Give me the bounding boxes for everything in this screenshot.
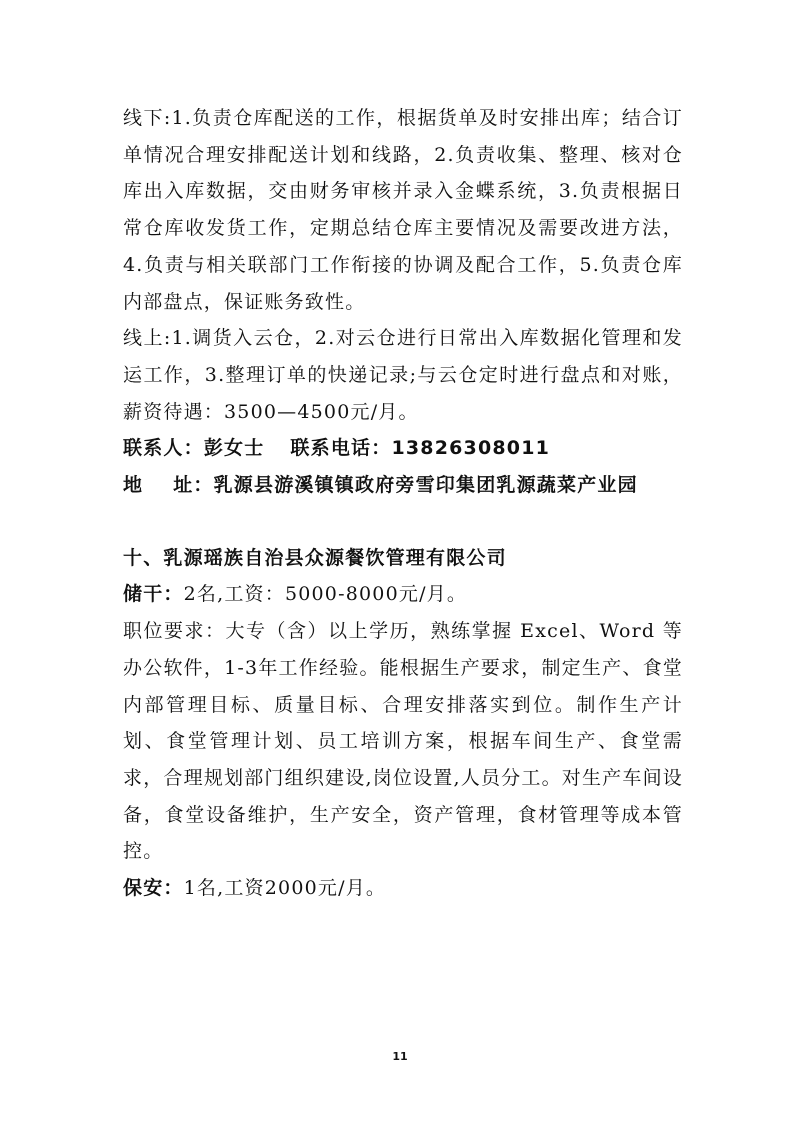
online-duties: 线上:1.调货入云仓，2.对云仓进行日常出入库数据化管理和发运工作，3.整理订单的快递记录;与云仓定时进行盘点和对账，薪资待遇：3500—4500元/月。 [123, 327, 683, 423]
address-label-1: 地 [123, 474, 144, 497]
job1-line [123, 576, 683, 613]
contact-line [123, 430, 683, 467]
company-heading: 十、乳源瑶族自治县众源餐饮管理有限公司 [123, 546, 507, 569]
address-line [123, 467, 683, 504]
job1-title: 储干： [123, 583, 184, 606]
job1-requirements: 职位要求：大专（含）以上学历，熟练掌握 Excel、Word 等办公软件，1-3年工作经验。能根据生产要求，制定生产、食堂内部管理目标、质量目标、合理安排落实到位。制作生产计划、食堂管理计划、员工培训方案，根据车间生产、食堂需求，合理规划部门组织建设,岗位设置,人员分工。对生产车间设备，食堂设备维护，生产安全，资产管理，食材管理等成本管控。 [123, 620, 683, 863]
address-text: 乳源县游溪镇镇政府旁雪印集团乳源蔬菜产业园 [213, 474, 638, 497]
page-number: 11 [392, 1050, 408, 1063]
page-content [123, 100, 683, 907]
contact-name: 彭女士 [203, 437, 265, 460]
job1-detail: 2名,工资：5000-8000元/月。 [183, 583, 468, 606]
address-label-2: 址： [173, 474, 214, 497]
job2-title: 保安： [123, 877, 184, 900]
job2-detail: 1名,工资2000元/月。 [183, 877, 387, 900]
contact-label: 联系人： [123, 437, 204, 460]
job2-line [123, 870, 683, 907]
phone-number: 13826308011 [391, 437, 551, 460]
offline-duties: 线下:1.负责仓库配送的工作，根据货单及时安排出库；结合订单情况合理安排配送计划和线路，2.负责收集、整理、核对仓库出入库数据，交由财务审核并录入金蝶系统，3.负责根据日常仓库收发货工作，定期总结仓库主要情况及需要改进方法，4.负责与相关联部门工作衔接的协调及配合工作，5.负责仓库内部盘点，保证账务致性。 [123, 107, 683, 313]
phone-label: 联系电话： [290, 437, 392, 460]
